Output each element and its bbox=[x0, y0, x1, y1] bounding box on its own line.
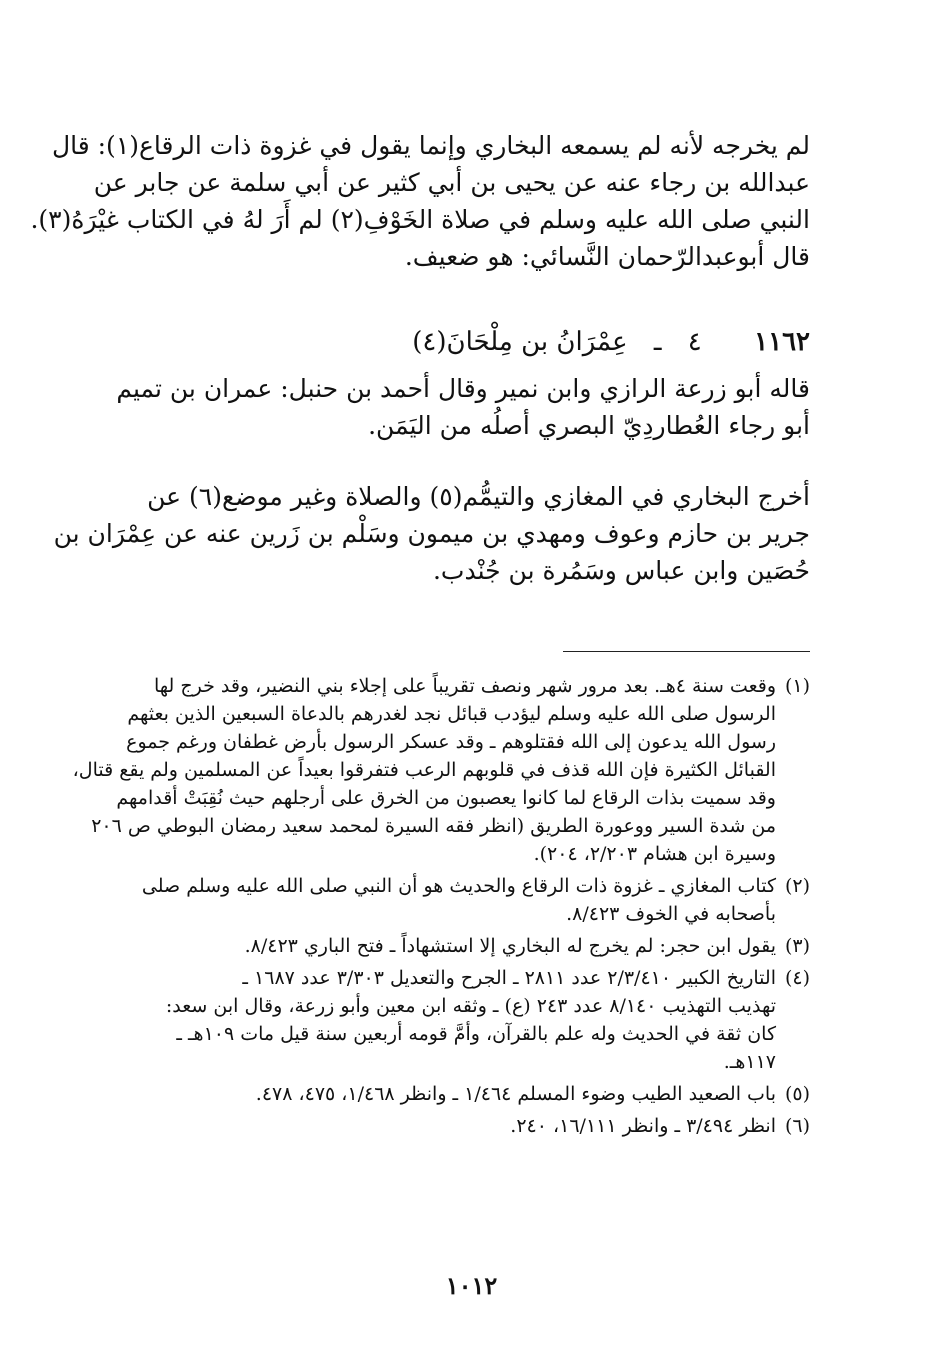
page-number: ١٠١٢ bbox=[445, 1271, 498, 1300]
footnote-line: كان ثقة في الحديث وله علم بالقرآن، وأمَّ قومه أربعين سنة قيل مات ١٠٩هـ ـ bbox=[176, 1023, 776, 1045]
footnote-line: وقد سميت بذات الرقاع لما كانوا يعصبون من الخرق على أرجلهم حيث نُقِبَتْ أقدامهم bbox=[116, 787, 776, 809]
text-line: جرير بن حازم وعوف ومهدي بن ميمون وسَلْم بن زَرين عنه عن عِمْرَان بن bbox=[53, 519, 810, 548]
footnote-line: كتاب المغازي ـ غزوة ذات الرقاع والحديث هو أن النبي صلى الله عليه وسلم صلى bbox=[141, 875, 776, 897]
footnote-line: ١١٧هـ. bbox=[723, 1051, 776, 1073]
footnote bbox=[110, 872, 810, 928]
footnote bbox=[110, 1080, 810, 1108]
footnote-line: الرسول صلى الله عليه وسلم ليؤدب قبائل نجد لغدرهم بالدعاة السبعين الذين بعثهم bbox=[127, 703, 776, 725]
footnote-line: وقعت سنة ٤هـ. بعد مرور شهر ونصف تقريباً على إجلاء بني النضير، وقد خرج لها bbox=[153, 675, 776, 697]
entry-index: ٤ bbox=[687, 327, 702, 357]
footnote-number: (٤) bbox=[784, 967, 810, 989]
text-line: أخرج البخاري في المغازي والتيمُّم(٥) والصلاة وغير موضع(٦) عن bbox=[147, 482, 810, 511]
text-line: عبدالله بن رجاء عنه عن يحيى بن أبي كثير عن أبي سلمة عن جابر عن bbox=[93, 168, 810, 197]
footnote-text bbox=[73, 672, 776, 868]
footnote-text bbox=[110, 1080, 776, 1108]
footnote bbox=[110, 964, 810, 1076]
entry-heading bbox=[110, 323, 810, 361]
footnote-line: القبائل الكثيرة فإن الله قذف في قلوبهم الرعب فتفرقوا بعيداً عن المسلمين ولم يقع قتال، bbox=[72, 759, 776, 781]
text-line: قاله أبو زرعة الرازي وابن نمير وقال أحمد بن حنبل: عمران بن تميم bbox=[116, 374, 810, 403]
text-line: حُصَين وابن عباس وسَمُرة بن جُنْدب. bbox=[432, 556, 810, 585]
footnote-line: تهذيب التهذيب ٨/١٤٠ عدد ٢٤٣ (ع) ـ وثقه ابن معين وأبو زرعة، وقال ابن سعد: bbox=[165, 995, 776, 1017]
text-line: أبو رجاء العُطاردِيّ البصري أصلُه من اليَمَن. bbox=[368, 411, 810, 440]
footnote-line: التاريخ الكبير ٢/٣/٤١٠ عدد ٢٨١١ ـ الجرح والتعديل ٣/٣٠٣ عدد ١٦٨٧ ـ bbox=[242, 967, 776, 989]
text-line: لم يخرجه لأنه لم يسمعه البخاري وإنما يقول في غزوة ذات الرقاع(١): قال bbox=[51, 131, 810, 160]
footnote-line: من شدة السير ووعورة الطريق (انظر فقه السيرة لمحمد سعيد رمضان البوطي ص ٢٠٦ bbox=[91, 815, 776, 837]
footnote-line: باب الصعيد الطيب وضوء المسلم ١/٤٦٤ ـ وانظر ١/٤٦٨، ٤٧٥، ٤٧٨. bbox=[255, 1083, 776, 1105]
footnote bbox=[110, 932, 810, 960]
text-line: قال أبوعبدالرّحمان النَّسائي: هو ضعيف. bbox=[404, 242, 810, 271]
footnote-number: (٦) bbox=[784, 1115, 810, 1137]
paragraph-2 bbox=[110, 370, 810, 444]
footnote bbox=[110, 1112, 810, 1140]
paragraph-1 bbox=[30, 127, 810, 275]
footnote-separator bbox=[563, 651, 810, 652]
entry-name: عِمْرَانُ بن مِلْحَانَ(٤) bbox=[412, 327, 628, 357]
paragraph-3 bbox=[53, 478, 810, 589]
footnote-number: (٢) bbox=[784, 875, 810, 897]
footnote-text bbox=[110, 872, 776, 928]
footnotes bbox=[72, 672, 810, 1144]
footnote-number: (٣) bbox=[784, 935, 810, 957]
footnote-line: بأصحابه في الخوف ٨/٤٢٣. bbox=[566, 903, 776, 925]
text-line: النبي صلى الله عليه وسلم في صلاة الخَوْفِ(٢) لم أَرَ لهُ في الكتاب غيْرَهُ(٣). bbox=[30, 205, 810, 234]
footnote-text bbox=[110, 1112, 776, 1140]
footnote bbox=[72, 672, 810, 868]
footnote-line: انظر ٣/٤٩٤ ـ وانظر ١٦/١١١، ٢٤٠. bbox=[510, 1115, 776, 1137]
footnote-line: وسيرة ابن هشام ٢/٢٠٣، ٢٠٤). bbox=[533, 843, 776, 865]
footnote-text bbox=[110, 932, 776, 960]
footnote-text bbox=[110, 964, 776, 1076]
footnote-line: رسول الله يدعون إلى الله فقتلوهم ـ وقد عسكر الرسول بأرض غطفان ورغم جموع bbox=[126, 731, 776, 753]
entry-dash: ـ bbox=[653, 327, 662, 357]
footnote-line: يقول ابن حجر: لم يخرج له البخاري إلا استشهاداً ـ فتح الباري ٨/٤٢٣. bbox=[244, 935, 776, 957]
footnote-number: (٥) bbox=[784, 1083, 810, 1105]
footnote-number: (١) bbox=[784, 675, 810, 697]
entry-number: ١١٦٢ bbox=[754, 327, 810, 357]
